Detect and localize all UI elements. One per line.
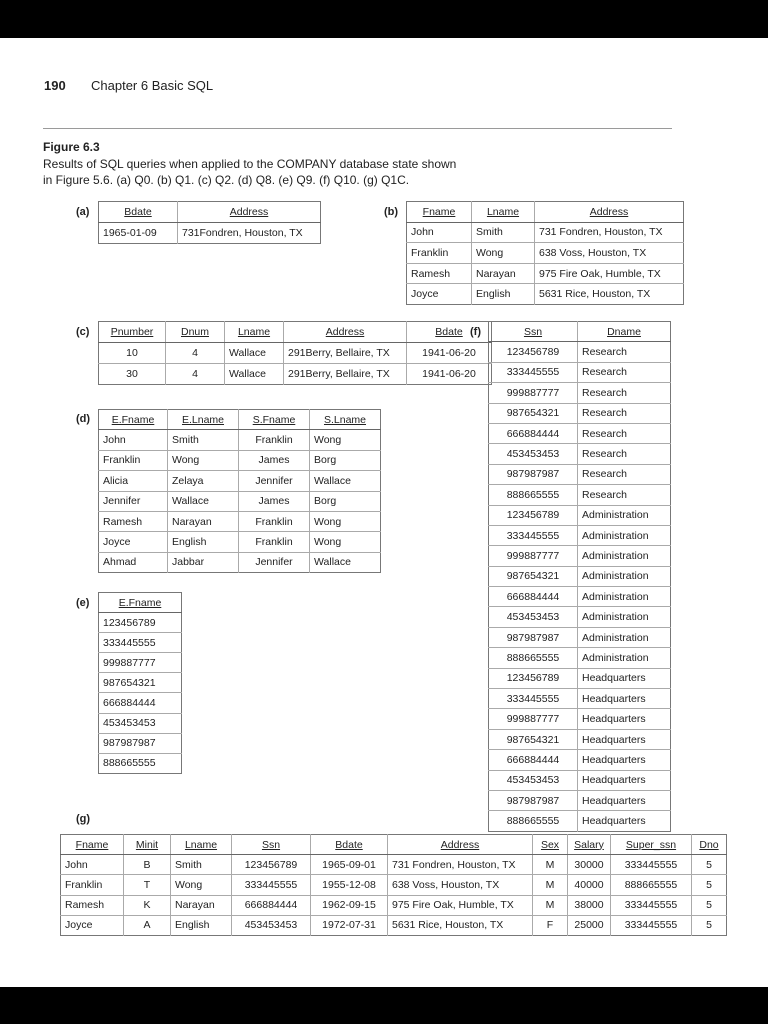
table-c-header-row [99,322,492,343]
table-cell: John [61,855,124,875]
column-header: Address [535,202,684,223]
column-header: Pnumber [99,322,166,343]
table-cell: Franklin [239,430,310,450]
table-cell: Wong [171,875,232,895]
table-cell: Research [578,342,671,362]
table-cell: Research [578,383,671,403]
caption-line-1: Results of SQL queries when applied to the COMPANY database state shown [43,157,457,171]
table-cell: 4 [166,364,225,385]
table-cell: Smith [171,855,232,875]
table-a-header-row [99,202,321,223]
table-cell: T [124,875,171,895]
table-cell: Franklin [239,511,310,531]
table-row [99,223,321,244]
table-cell: Headquarters [578,689,671,709]
table-row [489,525,671,545]
table-cell: Ahmad [99,552,168,572]
table-row [99,511,381,531]
figure-caption [43,156,483,188]
table-g-header-row [61,835,727,855]
table-cell: Jabbar [168,552,239,572]
table-cell: 453453453 [489,444,578,464]
table-row [489,607,671,627]
table-cell: 1972-07-31 [311,915,388,935]
table-cell: James [239,450,310,470]
column-header: S.Lname [310,410,381,430]
table-cell: Wong [310,430,381,450]
table-cell: 333445555 [232,875,311,895]
table-cell: B [124,855,171,875]
table-cell: 888665555 [99,753,182,773]
table-cell: 666884444 [489,587,578,607]
table-cell: Administration [578,607,671,627]
table-cell: Headquarters [578,709,671,729]
table-row [99,532,381,552]
table-f-header-row [489,322,671,342]
table-cell: Narayan [168,511,239,531]
column-header: Lname [225,322,284,343]
table-cell: Joyce [407,284,472,305]
table-cell: 888665555 [611,875,692,895]
table-cell: Headquarters [578,811,671,831]
table-cell: 987987987 [489,627,578,647]
table-cell: 666884444 [489,750,578,770]
page-number: 190 [44,78,66,93]
table-row [99,552,381,572]
table-cell: 123456789 [232,855,311,875]
table-row [489,587,671,607]
table-cell: Zelaya [168,471,239,491]
table-cell: Headquarters [578,729,671,749]
table-row [489,709,671,729]
table-cell: Franklin [61,875,124,895]
table-cell: Ramesh [99,511,168,531]
table-cell: James [239,491,310,511]
column-header: Ssn [489,322,578,342]
table-cell: 888665555 [489,811,578,831]
table-row [489,403,671,423]
table-cell: John [99,430,168,450]
top-black-bar [0,0,768,38]
table-row [489,790,671,810]
table-cell: Jennifer [99,491,168,511]
table-cell: Franklin [239,532,310,552]
table-row [489,362,671,382]
table-row [99,713,182,733]
table-cell: Narayan [472,263,535,284]
label-b: (b) [384,206,399,218]
table-cell: Administration [578,587,671,607]
table-cell: English [472,284,535,305]
table-row [489,668,671,688]
table-row [99,653,182,673]
table-cell: Franklin [407,243,472,264]
table-row [489,750,671,770]
table-cell: Research [578,464,671,484]
column-header: Bdate [311,835,388,855]
table-cell: Research [578,423,671,443]
table-row [99,753,182,773]
table-a [98,201,321,244]
table-cell: John [407,222,472,243]
table-cell: M [533,895,568,915]
table-row [99,491,381,511]
table-cell: M [533,875,568,895]
figure-title: Figure 6.3 [43,140,100,154]
column-header: Sex [533,835,568,855]
table-cell: Wallace [310,552,381,572]
table-cell: 5 [692,895,727,915]
table-row [99,471,381,491]
table-cell: 975 Fire Oak, Humble, TX [535,263,684,284]
table-cell: 987654321 [489,403,578,423]
table-f [488,321,671,832]
table-row [489,342,671,362]
table-cell: 291Berry, Bellaire, TX [284,364,407,385]
table-cell: 999887777 [99,653,182,673]
table-cell: Wong [168,450,239,470]
table-cell: 987987987 [489,464,578,484]
table-row [99,633,182,653]
label-d: (d) [76,413,91,425]
table-cell: Wallace [225,343,284,364]
table-cell: 5 [692,875,727,895]
column-header: E.Fname [99,410,168,430]
table-cell: F [533,915,568,935]
table-cell: 30 [99,364,166,385]
table-cell: Narayan [171,895,232,915]
table-cell: Headquarters [578,770,671,790]
table-cell: Jennifer [239,471,310,491]
column-header: Fname [407,202,472,223]
table-cell: K [124,895,171,915]
table-row [489,729,671,749]
table-row [99,693,182,713]
table-row [99,343,492,364]
table-cell: English [171,915,232,935]
table-row [489,485,671,505]
table-cell: 123456789 [489,668,578,688]
table-cell: 30000 [568,855,611,875]
table-cell: 291Berry, Bellaire, TX [284,343,407,364]
bottom-black-bar [0,987,768,1024]
table-cell: 5 [692,915,727,935]
table-cell: Research [578,444,671,464]
table-row [99,673,182,693]
table-cell: 731Fondren, Houston, TX [178,223,321,244]
table-cell: 999887777 [489,546,578,566]
table-row [99,450,381,470]
column-header: Bdate [407,322,492,343]
table-cell: Administration [578,505,671,525]
table-cell: 333445555 [611,915,692,935]
table-cell: 123456789 [99,613,182,633]
table-cell: Wallace [168,491,239,511]
table-cell: 123456789 [489,505,578,525]
table-cell: 333445555 [611,895,692,915]
table-cell: 987654321 [489,729,578,749]
table-b [406,201,684,305]
table-cell: 10 [99,343,166,364]
table-cell: Smith [472,222,535,243]
table-cell: 4 [166,343,225,364]
table-cell: 453453453 [232,915,311,935]
table-cell: 638 Voss, Houston, TX [535,243,684,264]
table-cell: 5631 Rice, Houston, TX [388,915,533,935]
table-cell: Research [578,362,671,382]
table-row [489,648,671,668]
table-d-header-row [99,410,381,430]
table-cell: 987654321 [489,566,578,586]
table-e-header-row [99,593,182,613]
table-row [99,430,381,450]
table-cell: Wallace [310,471,381,491]
table-row [489,505,671,525]
table-cell: 987987987 [99,733,182,753]
table-row [61,855,727,875]
table-cell: Smith [168,430,239,450]
table-row [489,811,671,831]
column-header: Fname [61,835,124,855]
column-header: Lname [472,202,535,223]
table-cell: 666884444 [99,693,182,713]
column-header: Bdate [99,202,178,223]
table-cell: Administration [578,648,671,668]
column-header: E.Fname [99,593,182,613]
table-row [489,464,671,484]
table-cell: Headquarters [578,668,671,688]
table-cell: M [533,855,568,875]
table-cell: 1962-09-15 [311,895,388,915]
table-cell: English [168,532,239,552]
table-cell: 5631 Rice, Houston, TX [535,284,684,305]
table-cell: 333445555 [489,689,578,709]
table-row [99,613,182,633]
table-cell: 888665555 [489,648,578,668]
table-cell: Borg [310,450,381,470]
table-row [489,444,671,464]
table-cell: Ramesh [407,263,472,284]
table-row [61,915,727,935]
table-row [61,895,727,915]
table-cell: Ramesh [61,895,124,915]
table-cell: 5 [692,855,727,875]
column-header: Address [388,835,533,855]
column-header: Address [178,202,321,223]
column-header: Address [284,322,407,343]
table-d [98,409,381,573]
table-cell: 1941-06-20 [407,343,492,364]
table-cell: 123456789 [489,342,578,362]
table-cell: 38000 [568,895,611,915]
label-a: (a) [76,206,90,218]
table-cell: 666884444 [232,895,311,915]
table-g [60,834,727,936]
table-row [489,423,671,443]
column-header: Lname [171,835,232,855]
table-cell: Research [578,485,671,505]
table-cell: Franklin [99,450,168,470]
table-cell: 999887777 [489,383,578,403]
table-cell: Headquarters [578,790,671,810]
table-cell: Administration [578,525,671,545]
table-row [489,627,671,647]
table-cell: 333445555 [611,855,692,875]
table-cell: 975 Fire Oak, Humble, TX [388,895,533,915]
column-header: Minit [124,835,171,855]
table-cell: 731 Fondren, Houston, TX [535,222,684,243]
column-header: Salary [568,835,611,855]
table-cell: Research [578,403,671,423]
label-e: (e) [76,597,90,609]
table-row [99,733,182,753]
table-row [407,284,684,305]
table-cell: Alicia [99,471,168,491]
table-c [98,321,492,385]
table-cell: 987654321 [99,673,182,693]
table-cell: Administration [578,566,671,586]
table-cell: 453453453 [489,770,578,790]
column-header: E.Lname [168,410,239,430]
column-header: Dnum [166,322,225,343]
table-cell: 333445555 [99,633,182,653]
table-cell: Headquarters [578,750,671,770]
table-cell: 987987987 [489,790,578,810]
table-cell: 25000 [568,915,611,935]
table-cell: 999887777 [489,709,578,729]
label-c: (c) [76,326,90,338]
column-header: Dname [578,322,671,342]
table-cell: 40000 [568,875,611,895]
table-row [489,770,671,790]
table-cell: 731 Fondren, Houston, TX [388,855,533,875]
table-row [489,383,671,403]
table-cell: Jennifer [239,552,310,572]
table-row [61,875,727,895]
table-cell: Administration [578,627,671,647]
chapter-title: Chapter 6 Basic SQL [91,78,214,93]
caption-line-2: in Figure 5.6. (a) Q0. (b) Q1. (c) Q2. (d) Q8. (e) Q9. (f) Q10. (g) Q1C. [43,173,410,187]
column-header: Super_ssn [611,835,692,855]
table-cell: A [124,915,171,935]
table-cell: 1941-06-20 [407,364,492,385]
table-e [98,592,182,774]
table-row [407,222,684,243]
table-row [407,243,684,264]
table-cell: Administration [578,546,671,566]
table-cell: 888665555 [489,485,578,505]
table-row [489,689,671,709]
column-header: Dno [692,835,727,855]
table-cell: Joyce [61,915,124,935]
label-f: (f) [470,326,481,338]
table-cell: Wong [310,511,381,531]
table-cell: 453453453 [99,713,182,733]
table-cell: Borg [310,491,381,511]
column-header: Ssn [232,835,311,855]
table-cell: 1965-01-09 [99,223,178,244]
table-row [489,546,671,566]
table-cell: 453453453 [489,607,578,627]
table-cell: 1955-12-08 [311,875,388,895]
table-cell: 638 Voss, Houston, TX [388,875,533,895]
table-cell: Wong [472,243,535,264]
column-header: S.Fname [239,410,310,430]
table-cell: 333445555 [489,525,578,545]
table-cell: Wallace [225,364,284,385]
table-cell: 1965-09-01 [311,855,388,875]
header-rule [43,128,672,129]
table-b-header-row [407,202,684,223]
label-g: (g) [76,813,91,825]
table-cell: 666884444 [489,423,578,443]
table-cell: 333445555 [489,362,578,382]
table-cell: Wong [310,532,381,552]
table-row [99,364,492,385]
table-row [489,566,671,586]
table-row [407,263,684,284]
table-cell: Joyce [99,532,168,552]
